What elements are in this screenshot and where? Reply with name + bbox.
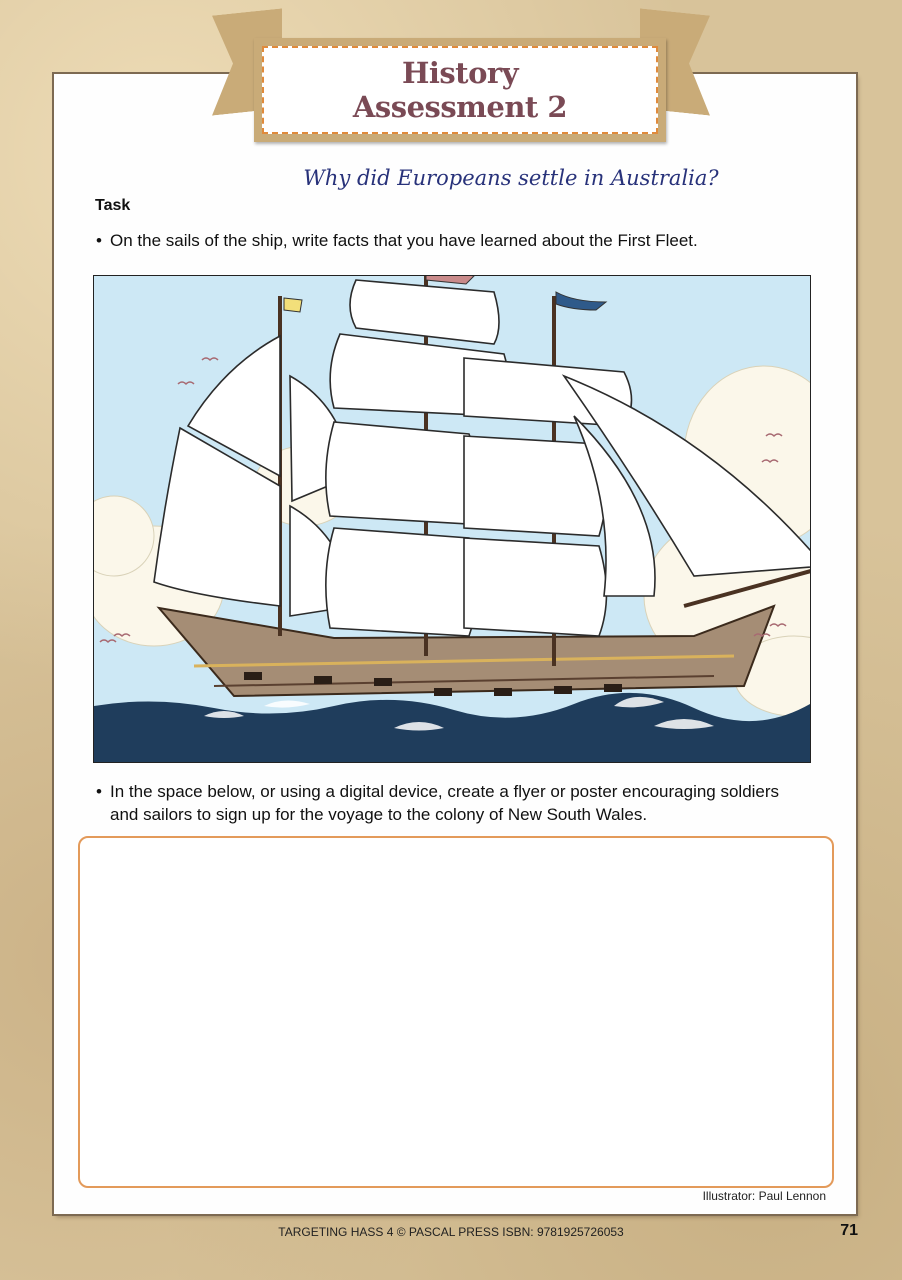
instruction-2 — [96, 780, 810, 826]
instruction-2-text: In the space below, or using a digital device, create a flyer or poster encouraging soldiers and sailors to sign up for the voyage to the colony of New South Wales. — [110, 782, 780, 824]
ship-drawing — [94, 276, 810, 762]
question-heading: Why did Europeans settle in Australia? — [303, 166, 719, 190]
ship-illustration — [93, 275, 811, 763]
bullet-icon: • — [96, 231, 102, 250]
task-heading: Task — [95, 197, 131, 214]
title-banner — [254, 38, 666, 142]
bullet-icon: • — [96, 782, 102, 801]
poster-answer-box[interactable] — [78, 836, 834, 1188]
page-number: 71 — [840, 1222, 858, 1239]
footer-copyright: TARGETING HASS 4 © PASCAL PRESS ISBN: 9781925726053 — [278, 1225, 624, 1239]
title-line-2: Assessment 2 — [352, 90, 568, 124]
illustrator-credit: Illustrator: Paul Lennon — [702, 1189, 826, 1203]
title-line-1: History — [401, 56, 519, 90]
title-frame — [262, 46, 658, 134]
instruction-1-text: On the sails of the ship, write facts that you have learned about the First Fleet. — [110, 231, 698, 250]
instruction-1 — [96, 229, 698, 252]
